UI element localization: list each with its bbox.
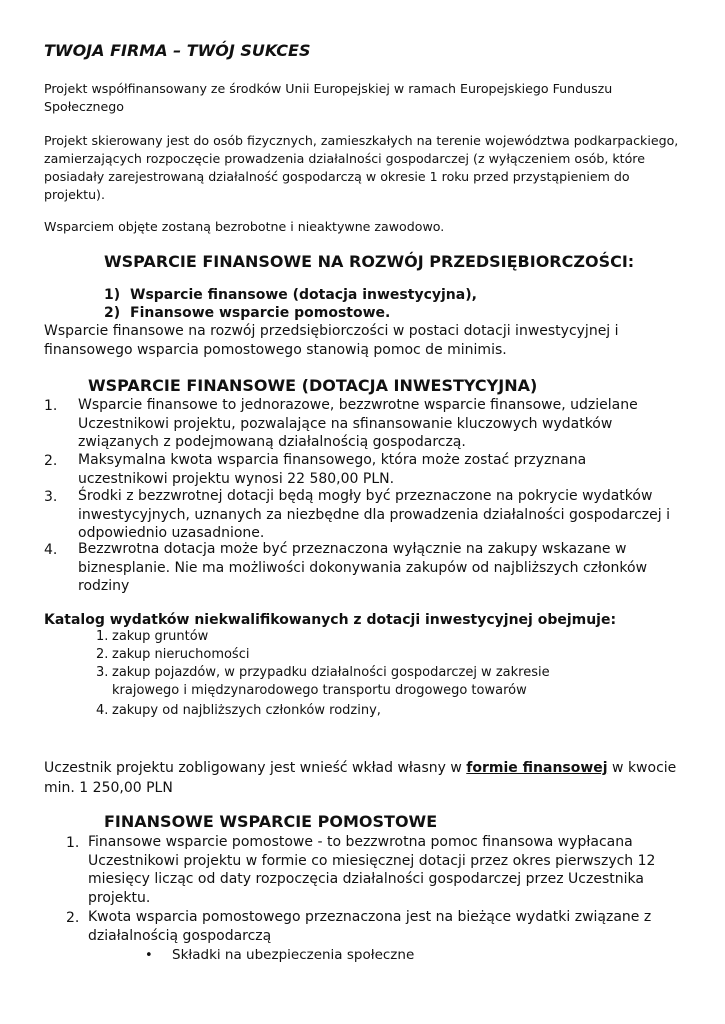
section3-item: Finansowe wsparcie pomostowe - to bezzwrotna pomoc finansowa wypłacana Uczestnikowi projektu w formie co miesięcznej dotacji przez okres pierwszych 12 miesięcy licząc od daty rozpoczęcia działalności gospodarczej przez Uczestnika projektu. [88,834,656,906]
document-title: TWOJA FIRMA – TWÓJ SUKCES [44,41,311,60]
bullet-icon: • [145,948,153,963]
section2-heading: WSPARCIE FINANSOWE (DOTACJA INWESTYCYJNA) [88,376,538,395]
section2-item-num: 2. [44,453,58,469]
section3-item-num: 2. [66,910,80,926]
section1-heading: WSPARCIE FINANSOWE NA ROZWÓJ PRZEDSIĘBIORCZOŚCI: [104,252,635,271]
catalog-item: zakup pojazdów, w przypadku działalności gospodarczej w zakresie krajowego i międzynarodowego transportu drogowego towarów [112,665,550,698]
contribution-emphasis: formie finansowej [466,760,608,776]
section2-item: Bezzwrotna dotacja może być przeznaczona wyłącznie na zakupy wskazane w biznesplanie. Nie ma możliwości dokonywania zakupów od najbliższych członków rodziny [78,541,648,595]
section2-item-num: 4. [44,542,58,558]
catalog-item-num: 3. [96,665,109,680]
section3-item: Kwota wsparcia pomostowego przeznaczona jest na bieżące wydatki związane z działalnością gospodarczą [88,909,652,944]
catalog-item-num: 1. [96,629,109,644]
section3-item-num: 1. [66,835,80,851]
section1-item: Finansowe wsparcie pomostowe. [130,305,391,321]
catalog-item-num: 4. [96,703,109,718]
catalog-item: zakupy od najbliższych członków rodziny, [112,703,381,718]
support-paragraph: Wsparciem objęte zostaną bezrobotne i nieaktywne zawodowo. [44,219,445,234]
section1-item: Wsparcie finansowe (dotacja inwestycyjna), [130,287,477,303]
catalog-heading: Katalog wydatków niekwalifikowanych z dotacji inwestycyjnej obejmuje: [44,612,617,628]
own-contribution-paragraph [44,758,684,798]
contribution-text-end: w kwocie min. 1 250,00 PLN [44,760,677,796]
section1-item-num: 1) [104,287,121,303]
bullet-item: Składki na ubezpieczenia społeczne [172,947,415,963]
section2-item: Maksymalna kwota wsparcia finansowego, która może zostać przyznana uczestnikowi projektu wynosi 22 580,00 PLN. [78,452,587,487]
catalog-item: zakup gruntów [112,629,209,644]
cofinanced-note: Projekt współfinansowany ze środków Unii Europejskiej w ramach Europejskiego Funduszu Społecznego [44,81,613,114]
section2-item: Wsparcie finansowe to jednorazowe, bezzwrotne wsparcie finansowe, udzielane Uczestnikowi projektu, pozwalające na sfinansowanie kluczowych wydatków związanych z podejmowaną działalnością gospodarczą. [78,397,638,451]
section2-item: Środki z bezzwrotnej dotacji będą mogły być przeznaczone na pokrycie wydatków inwestycyjnych, uznanych za niezbędne dla prowadzenia działalności gospodarczej i odpowiednio uzasadnione. [78,488,670,542]
section3-heading: FINANSOWE WSPARCIE POMOSTOWE [104,812,438,831]
de-minimis-paragraph: Wsparcie finansowe na rozwój przedsiębiorczości w postaci dotacji inwestycyjnej i finansowego wsparcia pomostowego stanowią pomoc de minimis. [44,323,619,358]
section1-item-num: 2) [104,305,121,321]
target-paragraph: Projekt skierowany jest do osób fizycznych, zamieszkałych na terenie województwa podkarpackiego, zamierzających rozpoczęcie prowadzenia działalności gospodarczej (z wyłączeniem osób, które posiadały zarejestrowaną działalność gospodarczą w okresie 1 roku przed przystąpieniem do projektu). [44,133,679,202]
section2-item-num: 3. [44,489,58,505]
catalog-item: zakup nieruchomości [112,647,250,662]
catalog-item-num: 2. [96,647,109,662]
contribution-text: Uczestnik projektu zobligowany jest wnieść wkład własny w [44,760,467,776]
section2-item-num: 1. [44,398,58,414]
